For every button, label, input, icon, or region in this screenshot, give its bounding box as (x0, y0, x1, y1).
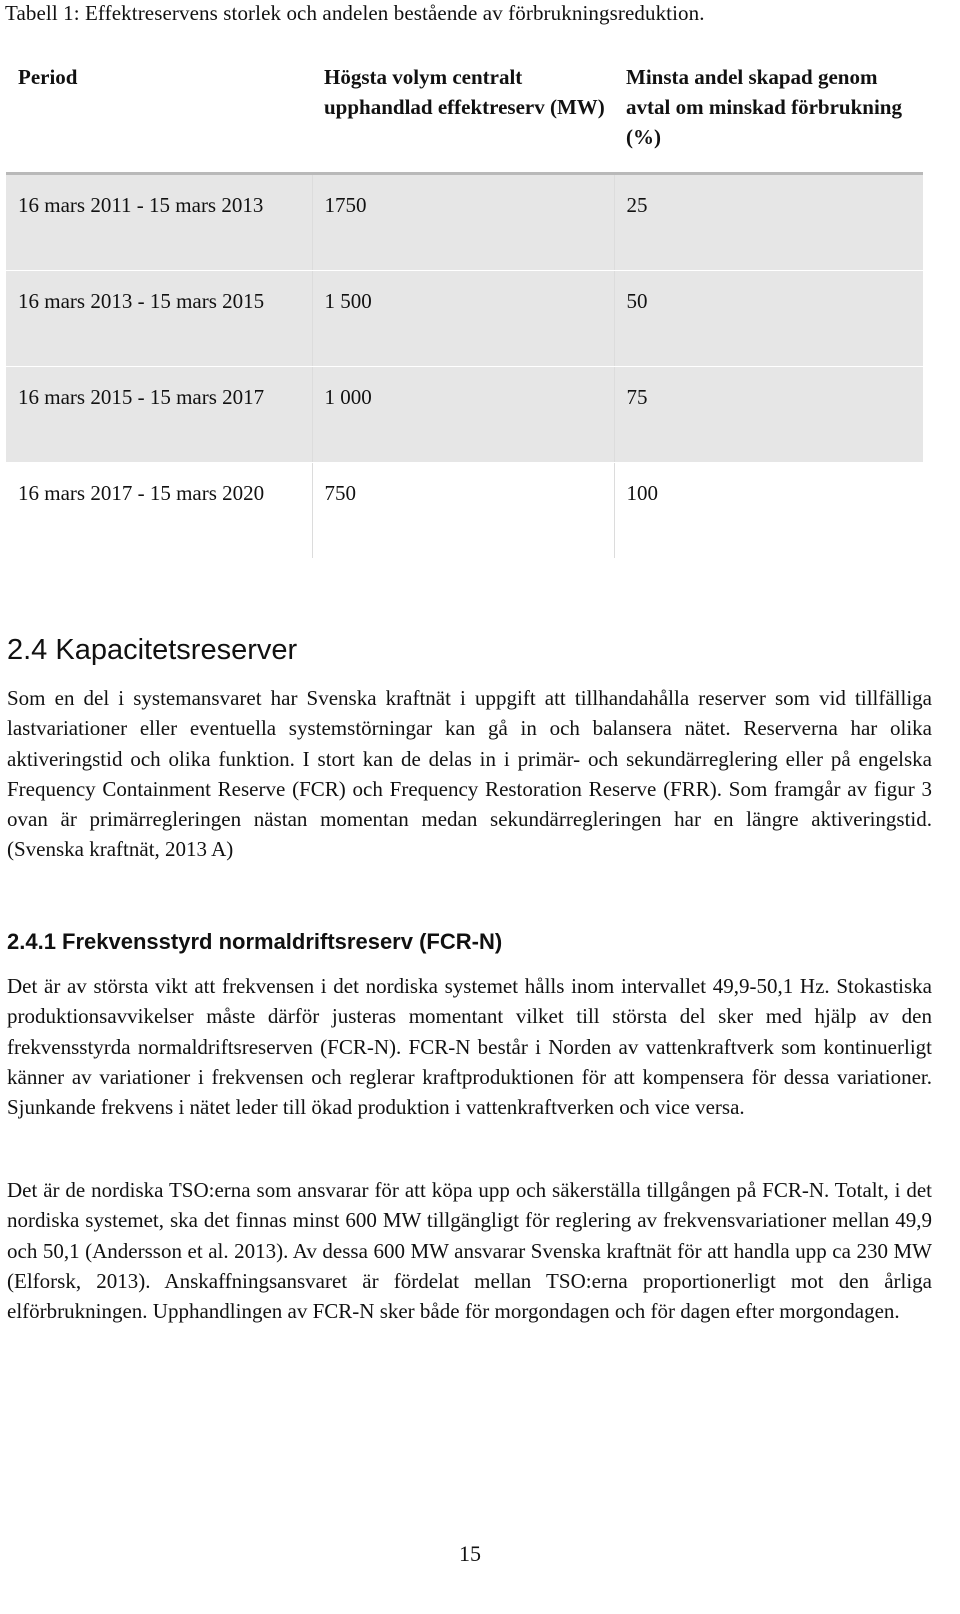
table-caption: Tabell 1: Effektreservens storlek och andelen bestående av förbrukningsreduktion. (5, 1, 705, 25)
cell-share: 25 (614, 174, 923, 271)
table-row (6, 367, 923, 463)
table-header-row (6, 58, 923, 174)
table-row (6, 174, 923, 271)
cell-share: 50 (614, 271, 923, 367)
cell-period: 16 mars 2017 - 15 mars 2020 (6, 463, 312, 559)
table-row (6, 271, 923, 367)
cell-volume: 750 (312, 463, 614, 559)
cell-volume: 1750 (312, 174, 614, 271)
subsection-paragraph-2: Det är de nordiska TSO:erna som ansvarar för att köpa upp och säkerställa tillgången på FCR-N. Totalt, i det nordiska systemet, ska det finnas minst 600 MW tillgängligt för reglering av frekvensvariationer mellan 49,9 och 50,1 (Andersson et al. 2013). Av dessa 600 MW ansvarar Svenska kraftnät för att handla upp ca 230 MW (Elforsk, 2013). Anskaffningsansvaret är fördelat mellan TSO:erna proportionerligt mot den årliga elförbrukningen. Upphandlingen av FCR-N sker både för morgondagen och för dagen efter morgondagen. (7, 1178, 932, 1324)
cell-period: 16 mars 2013 - 15 mars 2015 (6, 271, 312, 367)
header-max-volume: Högsta volym centralt upphandlad effektreserv (MW) (312, 58, 614, 174)
header-period: Period (6, 58, 312, 174)
cell-share: 75 (614, 367, 923, 463)
header-min-share: Minsta andel skapad genom avtal om minskad förbrukning (%) (614, 58, 923, 174)
page-number: 15 (459, 1541, 481, 1566)
cell-period: 16 mars 2011 - 15 mars 2013 (6, 174, 312, 271)
table-row (6, 463, 923, 559)
subsection-paragraph-1: Det är av största vikt att frekvensen i det nordiska systemet hålls inom intervallet 49,9-50,1 Hz. Stokastiska produktionsavvikelser måste därför justeras momentant vilket till största del sker med hjälp av den frekvensstyrda normaldriftsreserven (FCR-N). FCR-N består i Norden av vattenkraftverk som kontinuerligt känner av variationer i frekvensen och reglerar kraftproduktionen för att kompensera för dessa variationer. Sjunkande frekvens i nätet leder till ökad produktion i vattenkraftverken och vice versa. (7, 974, 932, 1120)
subsection-heading: 2.4.1 Frekvensstyrd normaldriftsreserv (FCR-N) (7, 929, 503, 954)
section-paragraph: Som en del i systemansvaret har Svenska kraftnät i uppgift att tillhandahålla reserver som vid tillfälliga lastvariationer eller eventuella systemstörningar kan gå in och balansera nätet. Reserverna har olika aktiveringstid och olika funktion. I stort kan de delas in i primär- och sekundärreglering eller på engelska Frequency Containment Reserve (FCR) och Frequency Restoration Reserve (FRR). Som framgår av figur 3 ovan är primärregleringen nästan momentan medan sekundärregleringen har en längre aktiveringstid. (Svenska kraftnät, 2013 A) (7, 686, 932, 862)
section-heading: 2.4 Kapacitetsreserver (7, 634, 298, 666)
cell-volume: 1 000 (312, 367, 614, 463)
cell-period: 16 mars 2015 - 15 mars 2017 (6, 367, 312, 463)
cell-share: 100 (614, 463, 923, 559)
cell-volume: 1 500 (312, 271, 614, 367)
reserve-table (6, 58, 923, 558)
